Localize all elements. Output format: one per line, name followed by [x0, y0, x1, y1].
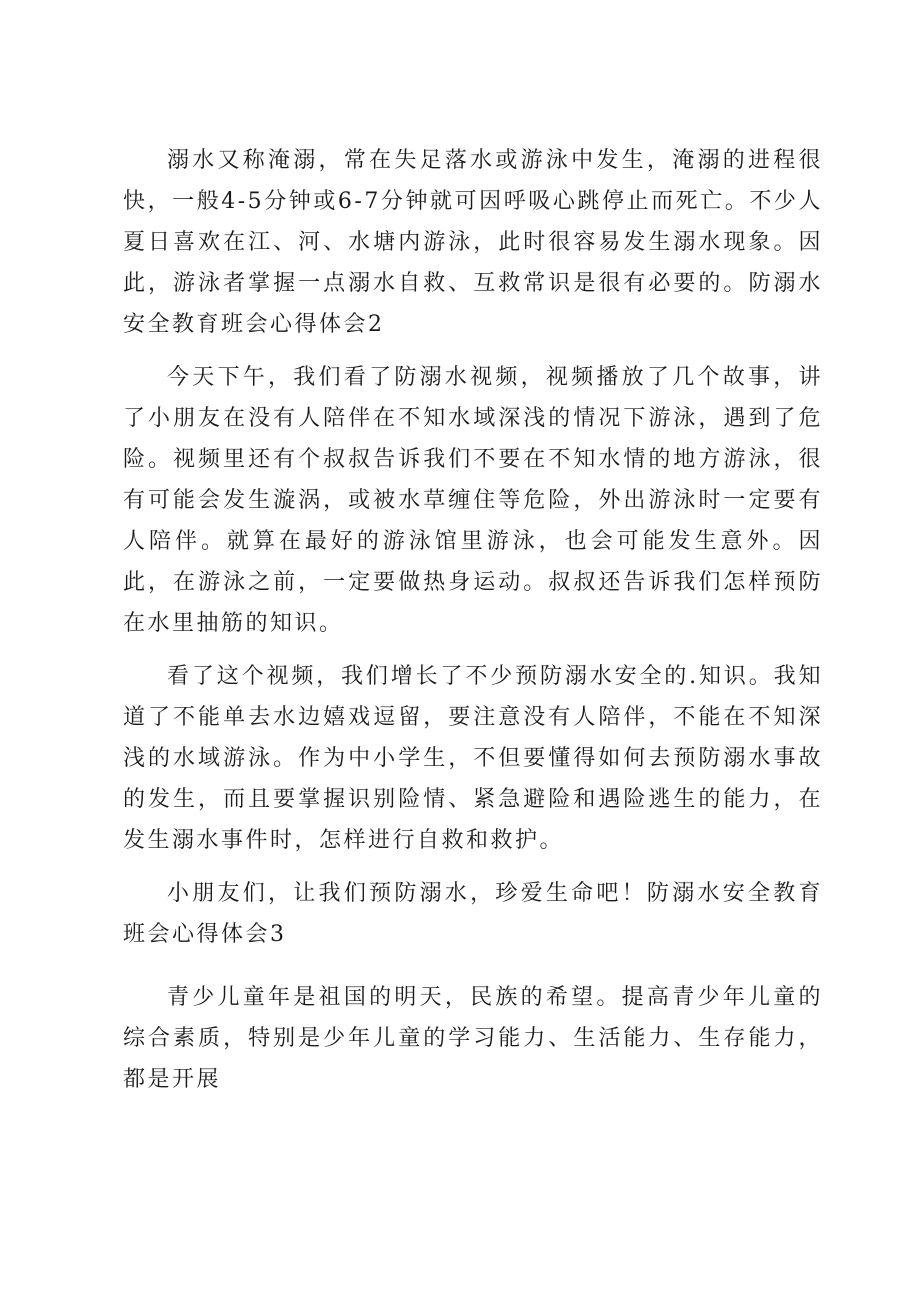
- paragraph-youth-future: 青少儿童年是祖国的明天，民族的希望。提高青少年儿童的综合素质，特别是少年儿童的学习能力、生活能力、生存能力，都是开展: [123, 985, 823, 1092]
- paragraph-drowning-intro: 溺水又称淹溺，常在失足落水或游泳中发生，淹溺的进程很快，一般4-5分钟或6-7分钟就可因呼吸心跳停止而死亡。不少人夏日喜欢在江、河、水塘内游泳，此时很容易发生溺水现象。因此，游泳者掌握一点溺水自救、互救常识是很有必要的。防溺水安全教育班会心得体会2: [123, 148, 823, 337]
- paragraph-cherish-life: 小朋友们，让我们预防溺水，珍爱生命吧！防溺水安全教育班会心得体会3: [123, 881, 823, 947]
- paragraph-knowledge-gained: 看了这个视频，我们增长了不少预防溺水安全的.知识。我知道了不能单去水边嬉戏逗留，要注意没有人陪伴，不能在不知深浅的水域游泳。作为中小学生，不但要懂得如何去预防溺水事故的发生，而且要掌握识别险情、紧急避险和遇险逃生的能力，在发生溺水事件时，怎样进行自救和救护。: [123, 664, 823, 853]
- paragraph-video-story: 今天下午，我们看了防溺水视频，视频播放了几个故事，讲了小朋友在没有人陪伴在不知水域深浅的情况下游泳，遇到了危险。视频里还有个叔叔告诉我们不要在不知水情的地方游泳，很有可能会发生漩涡，或被水草缠住等危险，外出游泳时一定要有人陪伴。就算在最好的游泳馆里游泳，也会可能发生意外。因此，在游泳之前，一定要做热身运动。叔叔还告诉我们怎样预防在水里抽筋的知识。: [123, 365, 823, 636]
- document-body: [123, 140, 823, 1100]
